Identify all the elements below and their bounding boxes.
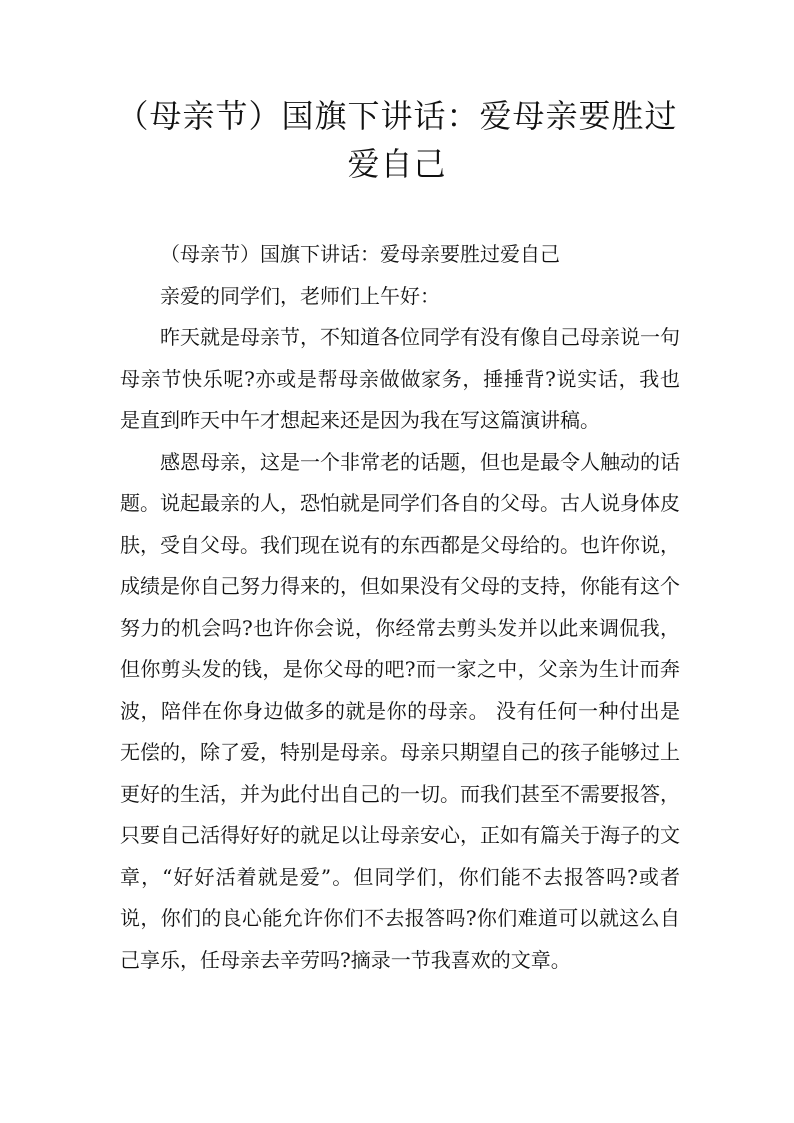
- title-line-2: 爱自己: [347, 145, 447, 183]
- paragraph-subtitle: （母亲节）国旗下讲话：爱母亲要胜过爱自己: [160, 242, 560, 266]
- title-line-1: （母亲节）国旗下讲话：爱母亲要胜过: [116, 97, 678, 135]
- paragraph-main: 感恩母亲，这是一个非常老的话题，但也是最令人触动的话题。说起最亲的人，恐怕就是同学们各自的父母。古人说身体皮肤，受自父母。我们现在说有的东西都是父母给的。也许你说，成绩是你自己努力得来的，但如果没有父母的支持，你能有这个努力的机会吗?也许你会说，你经常去剪头发并以此来调侃我，但你剪头发的钱，是你父母的吧?而一家之中，父亲为生计而奔波，陪伴在你身边做多的就是你的母亲。 没有任何一种付出是无偿的，除了爱，特别是母亲。母亲只期望自己的孩子能够过上更好的生活，并为此付出自己的一切。而我们甚至不需要报答，只要自己活得好好的就足以让母亲安心，正如有篇关于海子的文章，“好好活着就是爱”。但同学们，你们能不去报答吗?或者说，你们的良心能允许你们不去报答吗?你们难道可以就这么自己享乐，任母亲去辛劳吗?摘录一节我喜欢的文章。: [120, 449, 680, 972]
- page-title: [100, 92, 694, 188]
- paragraph-greeting: 亲爱的同学们，老师们上午好：: [160, 283, 440, 308]
- paragraph-intro: 昨天就是母亲节，不知道各位同学有没有像自己母亲说一句母亲节快乐呢?亦或是帮母亲做做家务，捶捶背?说实话，我也是直到昨天中午才想起来还是因为我在写这篇演讲稿。: [120, 325, 680, 432]
- document-body: [120, 234, 680, 981]
